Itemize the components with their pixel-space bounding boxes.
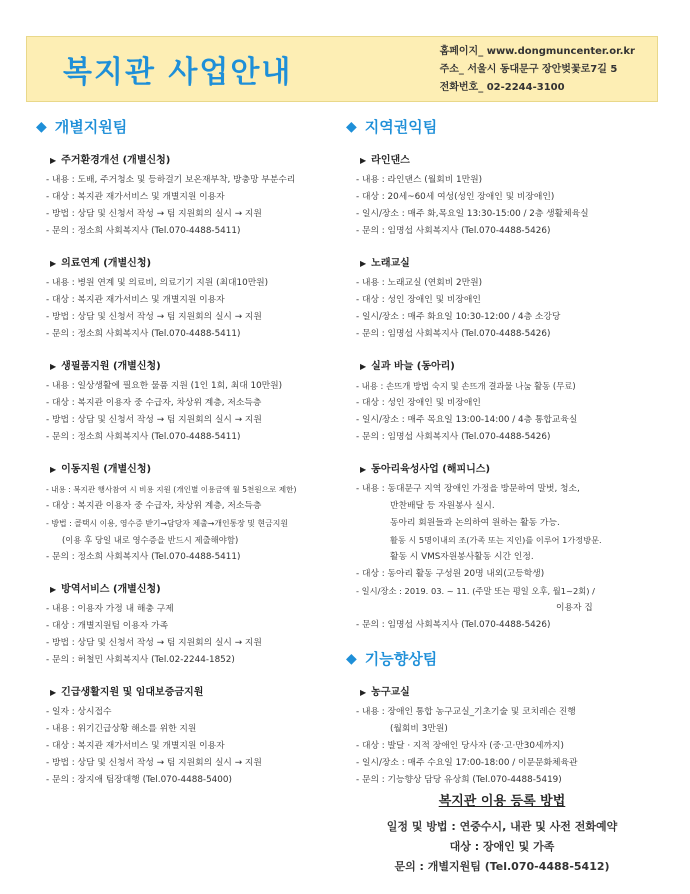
program-line: - 방법 : 상담 및 신청서 작성 → 팀 지원회의 실시 → 지원 [46, 209, 262, 219]
program-line: - 내용 : 손뜨개 방법 숙지 및 손뜨개 결과물 나눔 활동 (무료) [356, 381, 576, 391]
program-line: - 문의 : 정소희 사회복지사 (Tel.070-4488-5411) [46, 226, 241, 236]
contact-info [440, 43, 635, 97]
program-line: 이용자 집 [556, 603, 593, 613]
triangle-bullet-icon: ▶ [360, 465, 367, 474]
program-title: ▶ 주거환경개선 (개별신청) [50, 155, 171, 166]
program-section [36, 151, 336, 240]
program-line: 동아리 회원들과 논의하여 원하는 활동 가능. [390, 518, 560, 528]
program-line: - 내용 : 동대문구 지역 장애인 가정을 방문하여 말벗, 청소, [356, 484, 580, 494]
program-line: - 문의 : 허철민 사회복지사 (Tel.02-2244-1852) [46, 655, 235, 665]
triangle-bullet-icon: ▶ [50, 465, 57, 474]
program-line: - 방법 : 콜택시 이용, 영수증 받기→담당자 제출→개인통장 및 현금지원 [46, 519, 288, 528]
right-column [346, 110, 652, 803]
program-section [36, 683, 336, 789]
program-line: - 내용 : 도배, 주거청소 및 등하걸기 보온재부착, 방충망 부분수리 [46, 175, 296, 185]
program-line: - 내용 : 장애인 통합 농구교실_기초기술 및 코치레슨 진행 [356, 707, 576, 717]
program-line: - 대상 : 동아리 활동 구성원 20명 내외(고등학생) [356, 569, 545, 579]
program-title: ▶ 노래교실 [360, 258, 410, 269]
program-title: ▶ 긴급생활지원 및 임대보증금지원 [50, 687, 204, 698]
program-line: - 대상 : 복지관 재가서비스 및 개별지원 이용자 [46, 741, 225, 751]
triangle-bullet-icon: ▶ [360, 156, 367, 165]
program-line: - 대상 : 복지관 재가서비스 및 개별지원 이용자 [46, 295, 225, 305]
program-line: - 대상 : 개별지원팀 이용자 가족 [46, 621, 169, 631]
program-line: - 대상 : 복지관 재가서비스 및 개별지원 이용자 [46, 192, 225, 202]
address-text: 주소_ 서울시 동대문구 장안벚꽃로7길 5 [439, 64, 618, 75]
program-line: - 문의 : 장지애 팀장대행 (Tel.070-4488-5400) [46, 775, 232, 785]
program-section [346, 254, 652, 343]
program-title: ▶ 이동지원 (개별신청) [50, 464, 152, 475]
program-line: 활동 시 5명이내의 조(가족 또는 지인)를 이루어 1가정방문. [390, 535, 602, 545]
triangle-bullet-icon: ▶ [50, 585, 57, 594]
program-section [36, 357, 336, 446]
program-section [36, 460, 336, 566]
diamond-bullet-icon: ◆ [346, 118, 357, 135]
program-line: - 일자 : 상시접수 [46, 707, 112, 717]
program-line: - 내용 : 복지관 행사참여 시 비용 지원 (개인별 이용금액 월 5천원으로 제한) [46, 485, 297, 494]
triangle-bullet-icon: ▶ [360, 688, 367, 697]
program-title: ▶ 농구교실 [360, 687, 410, 698]
program-line: - 일시/장소 : 매주 수요일 17:00-18:00 / 이문문화체육관 [356, 758, 578, 768]
registration-contact: 문의 : 개별지원팀 (Tel.070-4488-5412) [394, 860, 610, 873]
program-title: ▶ 실과 바늘 (동아리) [360, 361, 455, 372]
program-section [36, 254, 336, 343]
program-line: - 문의 : 임명섭 사회복지사 (Tel.070-4488-5426) [356, 432, 551, 442]
registration-info [352, 790, 652, 877]
triangle-bullet-icon: ▶ [50, 259, 57, 268]
registration-method: 일정 및 방법 : 연중수시, 내관 및 사전 전화예약 [386, 820, 618, 833]
program-title: ▶ 생필품지원 (개별신청) [50, 361, 161, 372]
registration-target: 대상 : 장애인 및 가족 [449, 840, 555, 853]
triangle-bullet-icon: ▶ [360, 259, 367, 268]
program-line: - 문의 : 임명섭 사회복지사 (Tel.070-4488-5426) [356, 226, 551, 236]
left-column [36, 110, 336, 803]
program-line: - 문의 : 정소희 사회복지사 (Tel.070-4488-5411) [46, 432, 241, 442]
program-section [36, 580, 336, 669]
program-section [346, 357, 652, 446]
triangle-bullet-icon: ▶ [50, 688, 57, 697]
team-heading-individual-support: ◆ 개별지원팀 [36, 118, 128, 136]
program-line: - 내용 : 병원 연계 및 의료비, 의료기기 지원 (최대10만원) [46, 278, 269, 288]
registration-title: 복지관 이용 등록 방법 [438, 794, 566, 809]
program-section [346, 151, 652, 240]
program-line: - 대상 : 발달 · 지적 장애인 당사자 (중·고·만30세까지) [356, 741, 564, 751]
program-line: - 대상 : 복지관 이용자 중 수급자, 차상위 계층, 저소득층 [46, 501, 262, 511]
phone-text: 전화번호_ 02-2244-3100 [439, 82, 565, 93]
team-heading-community-rights: ◆ 지역권익팀 [346, 118, 438, 136]
program-line: - 문의 : 정소희 사회복지사 (Tel.070-4488-5411) [46, 329, 241, 339]
program-title: ▶ 동아리육성사업 (해피니스) [360, 464, 491, 475]
program-line: - 방법 : 상담 및 신청서 작성 → 팀 지원회의 실시 → 지원 [46, 758, 262, 768]
program-title: ▶ 방역서비스 (개별신청) [50, 584, 161, 595]
program-section [346, 683, 652, 789]
program-line: - 내용 : 이용자 가정 내 해충 구제 [46, 604, 174, 614]
program-line: - 일시/장소 : 매주 목요일 13:00-14:00 / 4층 통합교육실 [356, 415, 578, 425]
triangle-bullet-icon: ▶ [50, 362, 57, 371]
program-line: 활동 시 VMS자원봉사활동 시간 인정. [390, 552, 534, 562]
program-line: (월회비 3만원) [390, 724, 448, 734]
program-line: - 방법 : 상담 및 신청서 작성 → 팀 지원회의 실시 → 지원 [46, 638, 262, 648]
diamond-bullet-icon: ◆ [36, 118, 47, 135]
triangle-bullet-icon: ▶ [360, 362, 367, 371]
program-title: ▶ 의료연계 (개별신청) [50, 258, 152, 269]
program-line: - 대상 : 성인 장애인 및 비장애인 [356, 295, 481, 305]
team-heading-function-improvement: ◆ 기능향상팀 [346, 650, 438, 668]
program-line: - 문의 : 기능향상 담당 유상희 (Tel.070-4488-5419) [356, 775, 562, 785]
triangle-bullet-icon: ▶ [50, 156, 57, 165]
diamond-bullet-icon: ◆ [346, 650, 357, 667]
program-line: - 일시/장소 : 2019. 03. ~ 11. (주말 또는 평일 오후, 월1~2회) / [356, 586, 595, 596]
program-title: ▶ 라인댄스 [360, 155, 410, 166]
program-line: - 문의 : 정소희 사회복지사 (Tel.070-4488-5411) [46, 552, 241, 562]
program-line: - 대상 : 20세~60세 여성(성인 장애인 및 비장애인) [356, 192, 555, 202]
page-title: 복지관 사업안내 [63, 55, 293, 90]
program-line: - 내용 : 노래교실 (연회비 2만원) [356, 278, 483, 288]
program-line: 반찬배달 등 자원봉사 실시. [390, 501, 495, 511]
program-line: - 내용 : 위기긴급상황 해소를 위한 지원 [46, 724, 197, 734]
program-line: - 내용 : 일상생활에 필요한 물품 지원 (1인 1회, 최대 10만원) [46, 381, 283, 391]
program-line: - 방법 : 상담 및 신청서 작성 → 팀 지원회의 실시 → 지원 [46, 312, 262, 322]
homepage-text: 홈페이지_ www.dongmuncenter.or.kr [439, 46, 635, 57]
program-line: - 문의 : 임명섭 사회복지사 (Tel.070-4488-5426) [356, 329, 551, 339]
program-line: - 내용 : 라인댄스 (월회비 1만원) [356, 175, 483, 185]
program-line: - 방법 : 상담 및 신청서 작성 → 팀 지원회의 실시 → 지원 [46, 415, 262, 425]
header-banner [26, 36, 658, 102]
program-line: - 대상 : 성인 장애인 및 비장애인 [356, 398, 481, 408]
program-section [346, 460, 652, 634]
program-line: (이용 후 당일 내로 영수증을 반드시 제출해야함) [62, 535, 239, 545]
program-line: - 대상 : 복지관 이용자 중 수급자, 차상위 계층, 저소득층 [46, 398, 262, 408]
program-line: - 일시/장소 : 매주 화,목요일 13:30-15:00 / 2층 생활체육실 [356, 209, 589, 219]
program-line: - 일시/장소 : 매주 화요일 10:30-12:00 / 4층 소강당 [356, 312, 561, 322]
program-line: - 문의 : 임명섭 사회복지사 (Tel.070-4488-5426) [356, 620, 551, 630]
